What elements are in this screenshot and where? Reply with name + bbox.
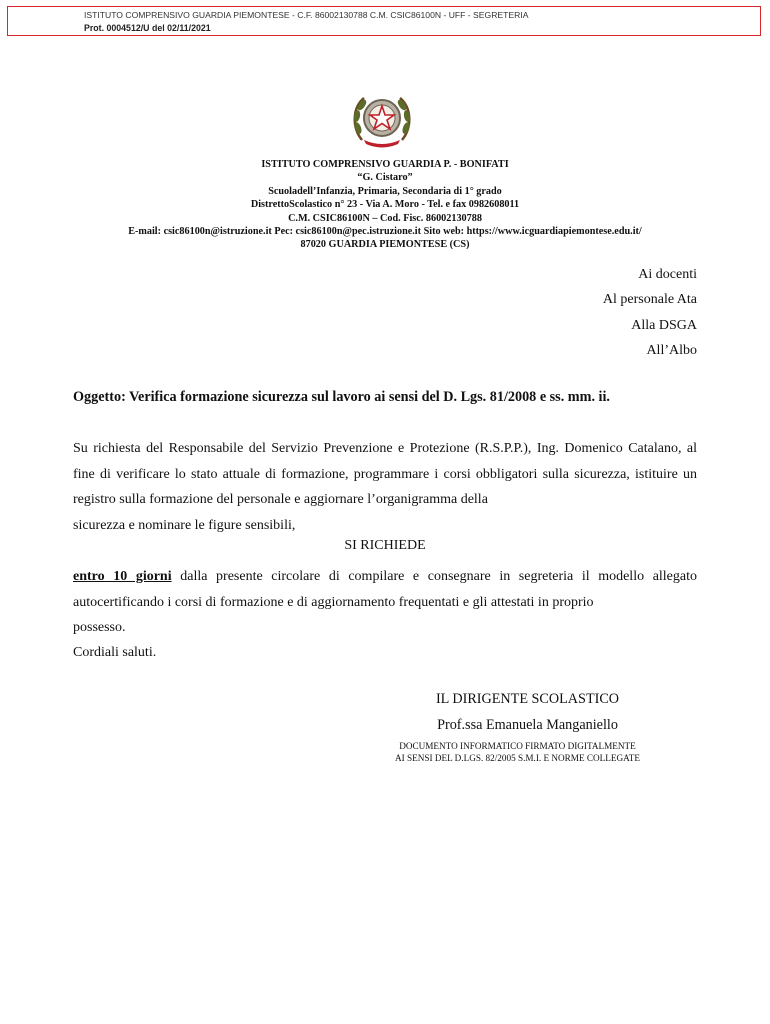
italian-republic-emblem-icon: [350, 88, 414, 150]
institute-codes: C.M. CSIC86100N – Cod. Fisc. 86002130788: [288, 212, 482, 224]
institute-schools: Scuoladell’Infanzia, Primaria, Secondaria di 1° grado: [268, 185, 502, 197]
institute-header: [0, 158, 770, 252]
paragraph-request-context: Su richiesta del Responsabile del Servizio Prevenzione e Protezione (R.S.P.P.), Ing. Domenico Catalano, al fine di verificare lo stato attuale di formazione, programmare i corsi obbligatori sulla sicurezza, istituire un registro sulla formazione del personale e aggiornare l’organigramma della: [73, 441, 697, 508]
paragraph-request-context-end: sicurezza e nominare le figure sensibili,: [73, 518, 296, 533]
deadline-text: entro 10 giorni: [73, 569, 172, 584]
institute-name: ISTITUTO COMPRENSIVO GUARDIA P. - BONIFATI: [261, 159, 509, 170]
signatory-name: Prof.ssa Emanuela Manganiello: [437, 717, 618, 733]
institute-dedication: “G. Cistaro”: [357, 172, 413, 184]
recipients-block: [603, 262, 697, 364]
request-heading: SI RICHIEDE: [344, 538, 426, 553]
closing-greeting: Cordiali saluti.: [73, 645, 157, 660]
protocol-institute-line: ISTITUTO COMPRENSIVO GUARDIA PIEMONTESE - C.F. 86002130788 C.M. CSIC86100N - UFF - SEGRETERIA: [84, 10, 529, 20]
digital-signature-line1: DOCUMENTO INFORMATICO FIRMATO DIGITALMENTE: [399, 741, 636, 751]
paragraph-request-details: [73, 564, 697, 615]
subject-line: Oggetto: Verifica formazione sicurezza sul lavoro ai sensi del D. Lgs. 81/2008 e ss. mm. ii.: [73, 389, 610, 405]
protocol-stamp: [7, 6, 761, 36]
institute-city: 87020 GUARDIA PIEMONTESE (CS): [300, 239, 470, 251]
recipient-teachers: Ai docenti: [638, 267, 697, 282]
recipient-albo: All’Albo: [646, 343, 697, 359]
digital-signature-line2: AI SENSI DEL D.LGS. 82/2005 S.M.I. E NORME COLLEGATE: [395, 752, 640, 763]
recipient-ata-staff: Al personale Ata: [602, 292, 697, 308]
request-details-text: dalla presente circolare di compilare e consegnare in segreteria il modello allegato autocertificando i corsi di formazione e di aggiornamento frequentati e gli attestati in proprio: [73, 569, 698, 610]
institute-address: DistrettoScolastico n° 23 - Via A. Moro - Tel. e fax 0982608011: [250, 199, 520, 211]
signatory-title: IL DIRIGENTE SCOLASTICO: [435, 691, 620, 707]
digital-signature-note: [355, 741, 680, 764]
protocol-number: Prot. 0004512/U del 02/11/2021: [84, 23, 211, 33]
paragraph-request-details-end: possesso.: [73, 620, 126, 635]
recipient-dsga: Alla DSGA: [631, 317, 697, 333]
institute-contacts: E-mail: csic86100n@istruzione.it Pec: csic86100n@pec.istruzione.it Sito web: https://www.icguardiapiemontese.edu.it/: [128, 226, 642, 238]
